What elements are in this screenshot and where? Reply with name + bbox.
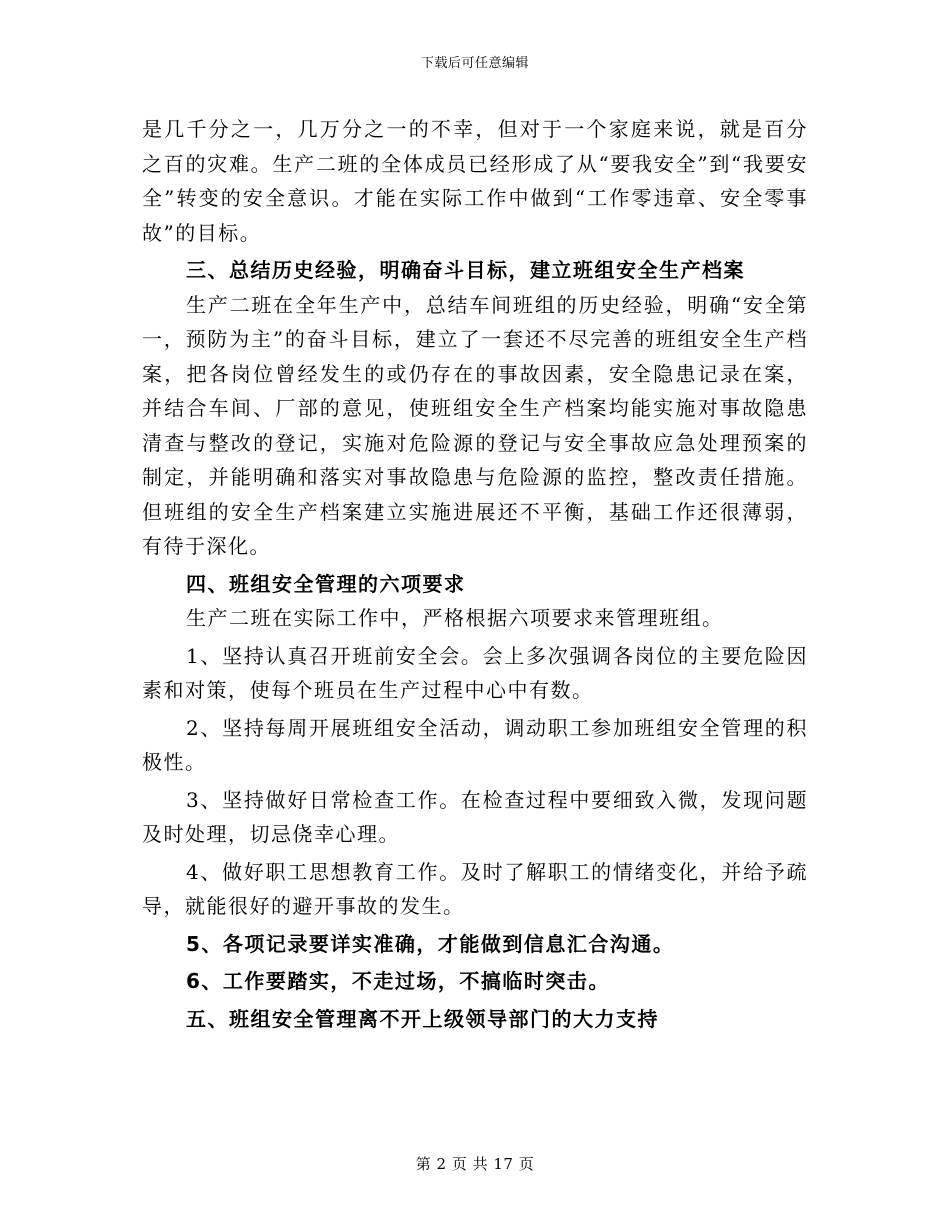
document-body <box>142 112 808 1036</box>
section-heading-3: 三、总结历史经验，明确奋斗目标，建立班组安全生产档案 <box>186 258 745 282</box>
requirement-item-2: 2、坚持每周开展班组安全活动，调动职工参加班组安全管理的积极性。 <box>142 715 808 774</box>
page-header-note: 下载后可任意编辑 <box>420 56 529 71</box>
paragraph-safety-archive: 生产二班在全年生产中，总结车间班组的历史经验，明确“安全第一，预防为主”的奋斗目标，建立了一套还不尽完善的班组安全生产档案，把各岗位曾经发生的或仍存在的事故因素，安全隐患记录在案，并结合车间、厂部的意见，使班组安全生产档案均能实施对事故隐患清查与整改的登记，实施对危险源的登记与安全事故应急处理预案的制定，并能明确和落实对事故隐患与危险源的监控，整改责任措施。但班组的安全生产档案建立实施进展还不平衡，基础工作还很薄弱，有待于深化。 <box>142 292 808 558</box>
requirement-item-3: 3、坚持做好日常检查工作。在检查过程中要细致入微，发现问题及时处理，切忌侥幸心理。 <box>142 787 808 846</box>
paragraph-continuation: 是几千分之一，几万分之一的不幸，但对于一个家庭来说，就是百分之百的灾难。生产二班的全体成员已经形成了从“要我安全”到“我要安全”转变的安全意识。才能在实际工作中做到“工作零违章、安全零事故”的目标。 <box>142 117 808 245</box>
requirement-item-6: 6、工作要踏实，不走过场，不搞临时突击。 <box>186 969 610 993</box>
paragraph-six-requirements-intro: 生产二班在实际工作中，严格根据六项要求来管理班组。 <box>186 606 724 630</box>
page-number-footer: 第 2 页 共 17 页 <box>415 1155 535 1173</box>
section-heading-4: 四、班组安全管理的六项要求 <box>186 571 466 596</box>
section-heading-5: 五、班组安全管理离不开上级领导部门的大力支持 <box>186 1006 659 1031</box>
requirement-item-5: 5、各项记录要详实准确，才能做到信息汇合沟通。 <box>186 931 675 956</box>
requirement-item-4: 4、做好职工思想教育工作。及时了解职工的情绪变化，并给予疏导，就能很好的避开事故的发生。 <box>142 859 808 918</box>
requirement-item-1: 1、坚持认真召开班前安全会。会上多次强调各岗位的主要危险因素和对策，使每个班员在生产过程中心中有数。 <box>142 643 808 702</box>
